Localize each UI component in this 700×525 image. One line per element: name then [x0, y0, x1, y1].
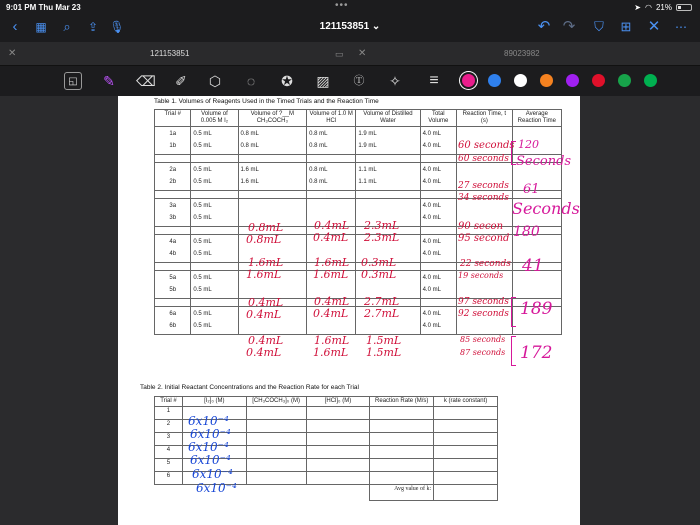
- handwritten-i2-conc: 6x10⁻⁴: [188, 440, 229, 454]
- table2-cell: [306, 472, 370, 485]
- table2-avg-spacer: [155, 485, 370, 501]
- table2-cell: [434, 472, 498, 485]
- handwritten-average: 172: [520, 343, 553, 363]
- table1-cell: [191, 127, 238, 155]
- table1-cell-value: [241, 320, 305, 332]
- table1-cell: [155, 307, 191, 335]
- handwritten-hcl: 1.6mL: [313, 346, 349, 359]
- table1-cell-value: 0.8 mL: [309, 131, 328, 137]
- table2-trial-cell: 1: [155, 407, 183, 420]
- tab-inactive[interactable]: 89023982: [504, 49, 540, 58]
- table1-header: Reaction Time, t (s): [457, 110, 513, 127]
- handwritten-water: 1.5mL: [366, 334, 402, 347]
- nav-bar: [0, 14, 700, 42]
- table1-cell-value: [241, 200, 305, 212]
- table1-cell-value: 0.5 mL: [193, 179, 212, 185]
- table2-cell: [246, 459, 306, 472]
- table2-trial-cell: 6: [155, 472, 183, 485]
- redo-icon[interactable]: ↷: [562, 18, 576, 35]
- handwritten-water: 1.5mL: [366, 346, 402, 359]
- table1-cell: [155, 271, 191, 299]
- table1-cell-value: 0.5 mL: [193, 143, 212, 149]
- handwritten-water: 2.7mL: [364, 295, 400, 308]
- table2-header: [I₂]₀ (M): [182, 397, 246, 407]
- sticker-icon[interactable]: ✪: [281, 73, 293, 89]
- pen-icon[interactable]: ✎: [103, 73, 115, 89]
- handwritten-acetone: 0.8mL: [246, 233, 282, 246]
- table2-cell: [434, 459, 498, 472]
- table1-header: Trial #: [155, 110, 191, 127]
- table1-spacer-cell: [191, 227, 238, 235]
- table1-cell-value: 5a: [169, 275, 177, 281]
- color-swatch-blue[interactable]: [488, 74, 501, 87]
- handwritten-water: 0.3mL: [361, 268, 397, 281]
- color-swatch-pink[interactable]: [462, 74, 475, 87]
- more-icon[interactable]: ⋯: [675, 20, 687, 34]
- table1-cell: [155, 235, 191, 263]
- table1-cell-value: 1.1 mL: [358, 167, 377, 173]
- color-swatch-green[interactable]: [618, 74, 631, 87]
- table2-cell: [306, 433, 370, 446]
- tab-active[interactable]: 121153851: [150, 49, 190, 58]
- table2-header: [CH₃COCH₃]₀ (M): [246, 397, 306, 407]
- table2-header: Trial #: [155, 397, 183, 407]
- document-page[interactable]: [118, 96, 580, 525]
- handwritten-acetone: 1.6mL: [248, 256, 284, 269]
- color-swatch-lime[interactable]: [644, 74, 657, 87]
- table2-cell: [306, 407, 370, 420]
- table1-cell-value: 4b: [169, 251, 177, 257]
- tab-split-icon[interactable]: ▭: [335, 49, 344, 59]
- handwritten-hcl: 1.6mL: [313, 268, 349, 281]
- table2-cell: [246, 446, 306, 459]
- table1-cell: [307, 127, 356, 155]
- table1-cell-value: 0.5 mL: [193, 167, 212, 173]
- handwritten-time: 27 seconds: [458, 181, 509, 191]
- average-bracket: [511, 297, 516, 327]
- handwritten-time: 92 seconds: [458, 309, 509, 319]
- table1-spacer-cell: [238, 191, 307, 199]
- table1-cell-value: 2b: [169, 179, 177, 185]
- handwritten-time: 85 seconds: [460, 335, 506, 344]
- table2-header: Reaction Rate (M/s): [370, 397, 434, 407]
- table1-cell: [356, 163, 420, 191]
- search-icon[interactable]: ⌕: [63, 19, 71, 34]
- table1-cell: [238, 127, 307, 155]
- table1-cell-value: 6a: [169, 311, 177, 317]
- table1-cell-value: 0.5 mL: [193, 275, 212, 281]
- table2-trial-cell: 2: [155, 420, 183, 433]
- table2-cell: [434, 407, 498, 420]
- shapes-icon[interactable]: ⬡: [208, 73, 222, 89]
- handwritten-hcl: 0.4mL: [314, 219, 350, 232]
- table1-cell-value: 4.0 mL: [422, 179, 441, 185]
- table1-cell-value: 0.5 mL: [193, 203, 212, 209]
- handwritten-time: 19 seconds: [458, 271, 504, 280]
- handwritten-acetone: 0.4mL: [248, 334, 284, 347]
- table1-cell: [238, 163, 307, 191]
- table2-cell: [246, 420, 306, 433]
- table1-cell-value: 5b: [169, 287, 177, 293]
- table1-cell-value: 4.0 mL: [422, 287, 441, 293]
- handwritten-time: 90 secon: [458, 221, 504, 232]
- share-icon[interactable]: ⇪: [87, 20, 99, 34]
- table2-cell: [306, 459, 370, 472]
- add-page-icon[interactable]: ⊞: [620, 19, 632, 34]
- table1-spacer-cell: [238, 155, 307, 163]
- table1-cell-value: 4.0 mL: [422, 311, 441, 317]
- table1-cell-value: 1a: [169, 131, 177, 137]
- handwritten-average: 61: [523, 182, 540, 197]
- table2-cell: [370, 433, 434, 446]
- wifi-icon: ◠: [645, 3, 652, 12]
- table1-cell-value: [358, 200, 417, 212]
- back-icon[interactable]: ‹: [12, 18, 18, 35]
- table1-cell-value: 1b: [169, 143, 177, 149]
- table1-spacer-cell: [155, 299, 191, 307]
- table1-header: Average Reaction Time: [512, 110, 561, 127]
- table1-cell-value: 4.0 mL: [422, 131, 441, 137]
- handwritten-hcl: 0.4mL: [314, 295, 350, 308]
- table1-header-row: [155, 110, 562, 127]
- highlighter-icon[interactable]: ✐: [175, 73, 187, 89]
- table1-cell-value: 3b: [169, 215, 177, 221]
- multitasking-dots[interactable]: •••: [335, 0, 349, 11]
- table2-cell: [370, 420, 434, 433]
- handwritten-average-unit: Seconds: [512, 199, 580, 218]
- table1-header: Volume of 0.005 M I₂: [191, 110, 238, 127]
- table1-cell-value: 4.0 mL: [422, 203, 441, 209]
- handwritten-time: 60 seconds: [458, 154, 509, 164]
- tab-bar: [0, 42, 700, 66]
- table1-spacer-cell: [356, 155, 420, 163]
- table1-spacer-cell: [155, 263, 191, 271]
- handwritten-water: 2.3mL: [364, 219, 400, 232]
- handwritten-average: 189: [520, 299, 553, 319]
- table1-cell-value: 0.8 mL: [240, 131, 259, 137]
- table2-cell: [246, 433, 306, 446]
- table2-trial-cell: 4: [155, 446, 183, 459]
- table1-cell-value: [241, 284, 305, 296]
- handwritten-time: 22 seconds: [460, 259, 511, 269]
- undo-icon[interactable]: ↶: [537, 18, 551, 35]
- table1-cell-value: 0.5 mL: [193, 311, 212, 317]
- table1-header: Total Volume: [420, 110, 456, 127]
- table1-cell-value: 4.0 mL: [422, 215, 441, 221]
- table1-cell-value: 1.6 mL: [240, 167, 259, 173]
- table2-header-row: [155, 397, 498, 407]
- status-time: 9:01 PM Thu Mar 23: [6, 3, 81, 12]
- table1-header: Volume of ?__M CH₃COCH₃: [238, 110, 307, 127]
- table1-cell: [155, 163, 191, 191]
- handwritten-average: 41: [522, 256, 544, 276]
- table2-caption: Table 2. Initial Reactant Concentrations and the Reaction Rate for each Trial: [140, 384, 359, 391]
- image-icon[interactable]: ▨: [316, 73, 330, 89]
- page-view-icon[interactable]: ◱: [64, 72, 82, 90]
- handwritten-acetone: 0.8mL: [248, 221, 284, 234]
- table1-cell: [191, 199, 238, 227]
- table1-spacer-cell: [155, 155, 191, 163]
- table2-cell: [370, 407, 434, 420]
- table2-cell: [370, 472, 434, 485]
- table1-cell-value: 4.0 mL: [422, 323, 441, 329]
- table2-header: [HCl]₀ (M): [306, 397, 370, 407]
- table2-cell: [306, 420, 370, 433]
- handwritten-hcl: 0.4mL: [313, 307, 349, 320]
- table1-cell-value: 4.0 mL: [422, 143, 441, 149]
- handwritten-i2-conc: 6x10⁻⁴: [188, 414, 229, 428]
- table2-cell: [370, 446, 434, 459]
- color-swatch-red[interactable]: [592, 74, 605, 87]
- handwritten-time: 95 second: [458, 233, 510, 244]
- handwritten-time: 60 seconds: [458, 140, 515, 151]
- table1-header: Volume of 1.0 M HCl: [307, 110, 356, 127]
- table1-cell-value: 1.6 mL: [240, 179, 259, 185]
- battery-icon: [676, 4, 692, 11]
- location-icon: ➤: [634, 3, 641, 12]
- table2-cell: [370, 459, 434, 472]
- table1-cell-value: 0.8 mL: [309, 167, 328, 173]
- table1-cell-value: 0.5 mL: [193, 251, 212, 257]
- table1-cell: [356, 127, 420, 155]
- table1-cell-value: 3a: [169, 203, 177, 209]
- handwritten-hcl: 1.6mL: [314, 256, 350, 269]
- table1-cell-value: 0.5 mL: [193, 215, 212, 221]
- table1-cell: [191, 307, 238, 335]
- handwritten-average: 180: [513, 224, 540, 240]
- handwritten-water: 0.3mL: [361, 256, 397, 269]
- handwritten-i2-conc: 6x10⁻⁴: [190, 427, 231, 441]
- table1-cell: [307, 163, 356, 191]
- table1-cell-value: 1.9 mL: [358, 143, 377, 149]
- table2-cell: [434, 420, 498, 433]
- table1-spacer-cell: [420, 299, 456, 307]
- table1-spacer-cell: [420, 155, 456, 163]
- close-icon[interactable]: ✕: [647, 18, 661, 35]
- table1-cell: [420, 235, 456, 263]
- table1-cell-value: 1.1 mL: [358, 179, 377, 185]
- status-bar: [0, 0, 700, 14]
- table1-cell-value: 0.8 mL: [309, 143, 328, 149]
- table1-cell-value: 0.8 mL: [240, 143, 259, 149]
- color-swatch-purple[interactable]: [566, 74, 579, 87]
- table1-spacer-cell: [420, 191, 456, 199]
- table2-trial-cell: 5: [155, 459, 183, 472]
- pen-size-icon[interactable]: ≡: [429, 72, 439, 89]
- handwritten-hcl: 1.6mL: [314, 334, 350, 347]
- average-bracket: [511, 336, 516, 366]
- table1-cell-value: 0.5 mL: [193, 239, 212, 245]
- table1-cell-value: 0.5 mL: [193, 131, 212, 137]
- table1-cell-value: 2a: [169, 167, 177, 173]
- table1-cell: [155, 199, 191, 227]
- table1-cell-value: 4.0 mL: [422, 275, 441, 281]
- table1-spacer-cell: [191, 191, 238, 199]
- table1-caption: Table 1. Volumes of Reagents Used in the Timed Trials and the Reaction Time: [154, 98, 379, 105]
- handwritten-average-unit: Seconds: [516, 154, 572, 169]
- table2-cell: [246, 407, 306, 420]
- table2-header: k (rate constant): [434, 397, 498, 407]
- handwritten-i2-conc: 6x10⁻⁴: [196, 481, 237, 495]
- table2-avg-label: Avg value of k:: [370, 485, 434, 501]
- table1-cell: [155, 127, 191, 155]
- eraser-icon[interactable]: ⌫: [136, 73, 156, 89]
- table2-cell: [434, 446, 498, 459]
- table1-cell-value: 4.0 mL: [422, 167, 441, 173]
- table1-cell-value: [309, 200, 353, 212]
- handwritten-hcl: 0.4mL: [313, 231, 349, 244]
- table1-spacer-cell: [420, 227, 456, 235]
- table1-spacer-cell: [155, 191, 191, 199]
- table2-cell: [246, 472, 306, 485]
- table1-cell-value: [309, 320, 353, 332]
- lasso-icon[interactable]: ◌: [246, 73, 256, 89]
- table1-cell-value: [358, 320, 417, 332]
- handwritten-time: 87 seconds: [460, 348, 506, 357]
- table1-cell-value: 4.0 mL: [422, 239, 441, 245]
- table1-cell: [191, 271, 238, 299]
- table1-spacer-cell: [356, 191, 420, 199]
- handwritten-i2-conc: 6x10⁻⁴: [192, 467, 233, 481]
- table1-cell: [420, 271, 456, 299]
- table1-spacer-cell: [420, 263, 456, 271]
- table1-cell: [191, 235, 238, 263]
- tab-close-icon[interactable]: ✕: [358, 48, 367, 59]
- table1-spacer-cell: [307, 155, 356, 163]
- table1-spacer-cell: [307, 191, 356, 199]
- handwritten-water: 2.7mL: [364, 307, 400, 320]
- text-icon[interactable]: Ⓣ: [353, 75, 365, 87]
- table1-cell-value: 1.9 mL: [358, 131, 377, 137]
- battery-level: [678, 6, 681, 9]
- grid-view-icon[interactable]: ▦: [35, 20, 47, 34]
- table1-spacer-cell: [155, 227, 191, 235]
- table1-cell-value: 0.8 mL: [309, 179, 328, 185]
- table1-cell: [191, 163, 238, 191]
- microphone-icon[interactable]: 🎙: [109, 20, 125, 34]
- table2-cell: [306, 446, 370, 459]
- table1-cell-value: 6b: [169, 323, 177, 329]
- table1-cell: [420, 307, 456, 335]
- table1-cell-value: 4a: [169, 239, 177, 245]
- laser-pointer-icon[interactable]: ✧: [389, 73, 401, 89]
- table1-cell-value: 0.5 mL: [193, 287, 212, 293]
- table1-spacer-cell: [191, 155, 238, 163]
- annotation-toolbar: [0, 66, 700, 96]
- document-title[interactable]: 121153851 ⌄: [319, 21, 381, 32]
- color-swatch-white[interactable]: [514, 74, 527, 87]
- table1-spacer-cell: [191, 299, 238, 307]
- table1-cell: [420, 199, 456, 227]
- table1-spacer-cell: [191, 263, 238, 271]
- table2-trial-cell: 3: [155, 433, 183, 446]
- handwritten-acetone: 0.4mL: [246, 346, 282, 359]
- table1-header: Volume of Distilled Water: [356, 110, 420, 127]
- tab-close-icon[interactable]: ✕: [8, 48, 17, 59]
- color-swatch-orange[interactable]: [540, 74, 553, 87]
- handwritten-time: 34 seconds: [458, 193, 509, 203]
- status-right: [634, 3, 692, 12]
- handwritten-i2-conc: 6x10⁻⁴: [190, 453, 231, 467]
- table1-cell-value: 0.5 mL: [193, 323, 212, 329]
- handwritten-acetone: 0.4mL: [246, 308, 282, 321]
- battery-percent: 21%: [655, 3, 672, 12]
- table1-cell: [420, 163, 456, 191]
- table1-cell-value: 4.0 mL: [422, 251, 441, 257]
- bookmark-icon[interactable]: ⛉: [594, 19, 604, 34]
- table1-cell: [420, 127, 456, 155]
- handwritten-average: 120: [518, 138, 539, 151]
- handwritten-acetone: 0.4mL: [248, 296, 284, 309]
- handwritten-water: 2.3mL: [364, 231, 400, 244]
- handwritten-time: 97 seconds: [458, 297, 509, 307]
- handwritten-acetone: 1.6mL: [246, 268, 282, 281]
- table2-avg-value[interactable]: [434, 485, 498, 501]
- table2-cell: [434, 433, 498, 446]
